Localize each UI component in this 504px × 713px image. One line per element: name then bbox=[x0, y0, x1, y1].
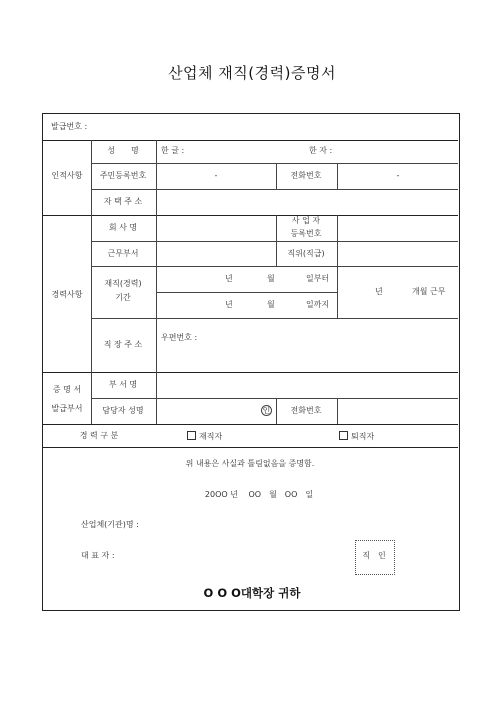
period-label-1: 재직(경력) bbox=[104, 279, 142, 288]
from-year: 년 bbox=[225, 274, 233, 283]
col-divider bbox=[276, 398, 277, 424]
representative-label: 대 표 자 : bbox=[81, 551, 115, 560]
total-month: 개월 근무 bbox=[412, 287, 446, 296]
option-employed-label: 재직자 bbox=[199, 432, 223, 441]
col-divider bbox=[276, 163, 277, 189]
seal-mark: 인 bbox=[262, 406, 271, 415]
row-divider bbox=[43, 447, 458, 448]
row-divider bbox=[91, 241, 458, 242]
row-divider bbox=[91, 163, 458, 164]
certificate-form bbox=[42, 113, 460, 611]
issuer-dept-label: 부 서 명 bbox=[108, 380, 138, 389]
document-title: 산업체 재직(경력)증명서 bbox=[168, 64, 336, 82]
rrn-dash: - bbox=[214, 171, 218, 180]
addressee: O O O대학장 귀하 bbox=[203, 586, 301, 600]
section-personal: 인적사항 bbox=[51, 171, 83, 180]
row-divider bbox=[43, 140, 458, 141]
row-divider bbox=[91, 318, 458, 319]
col-divider bbox=[337, 215, 338, 266]
from-month: 월 bbox=[267, 274, 275, 283]
row-divider bbox=[43, 424, 458, 425]
postal-code-label: 우편번호 : bbox=[161, 333, 198, 342]
from-day: 일부터 bbox=[306, 274, 330, 283]
company-label: 회 사 명 bbox=[108, 223, 138, 232]
to-day: 일까지 bbox=[306, 300, 330, 309]
official-stamp-text: 직 인 bbox=[362, 551, 386, 560]
col-divider bbox=[337, 266, 338, 318]
period-label-2: 기간 bbox=[115, 293, 131, 302]
total-year: 년 bbox=[375, 287, 383, 296]
name-hanja-label: 한 자 : bbox=[309, 146, 333, 155]
issuer-phone-label: 전화번호 bbox=[290, 406, 322, 415]
name-hangul-label: 한 글 : bbox=[161, 146, 185, 155]
issue-number-label: 발급번호 : bbox=[51, 122, 88, 131]
col-divider bbox=[276, 215, 277, 266]
bizno-label-2: 등록번호 bbox=[290, 229, 322, 238]
name-label: 성 명 bbox=[107, 146, 139, 155]
workplace-address-label: 직 장 주 소 bbox=[103, 340, 143, 349]
section-issuer-1: 증 명 서 bbox=[52, 385, 82, 394]
certify-date: 20OO 년 OO 월 OO 일 bbox=[204, 490, 314, 499]
col-divider bbox=[156, 140, 157, 424]
certify-statement: 위 내용은 사실과 틀림없음을 증명함. bbox=[185, 459, 315, 468]
home-address-label: 자 택 주 소 bbox=[103, 197, 143, 206]
phone-dash: - bbox=[396, 171, 400, 180]
option-retired-label: 퇴직자 bbox=[351, 432, 375, 441]
section-career: 경력사항 bbox=[51, 290, 83, 299]
option-employed[interactable] bbox=[187, 431, 222, 442]
option-retired[interactable] bbox=[339, 431, 374, 442]
row-divider bbox=[43, 215, 458, 216]
issuer-person-label: 담당자 성명 bbox=[102, 406, 144, 415]
position-label: 직위(직급) bbox=[287, 249, 325, 258]
to-year: 년 bbox=[225, 300, 233, 309]
row-divider bbox=[43, 372, 458, 373]
row-divider bbox=[91, 398, 458, 399]
checkbox-retired[interactable] bbox=[339, 431, 348, 440]
rrn-label: 주민등록번호 bbox=[99, 171, 147, 180]
col-divider bbox=[337, 163, 338, 189]
row-divider bbox=[91, 189, 458, 190]
col-divider bbox=[337, 398, 338, 424]
category-label: 경 력 구 분 bbox=[79, 431, 119, 440]
bizno-label-1: 사 업 자 bbox=[291, 216, 321, 225]
dept-label: 근무부서 bbox=[107, 249, 139, 258]
checkbox-employed[interactable] bbox=[187, 431, 196, 440]
col-divider bbox=[91, 140, 92, 424]
phone-label: 전화번호 bbox=[290, 171, 322, 180]
row-divider bbox=[156, 292, 337, 293]
to-month: 월 bbox=[267, 300, 275, 309]
row-divider bbox=[91, 266, 458, 267]
company-name-label: 산업체(기관)명 : bbox=[81, 520, 139, 529]
section-issuer-2: 발급부서 bbox=[51, 404, 83, 413]
